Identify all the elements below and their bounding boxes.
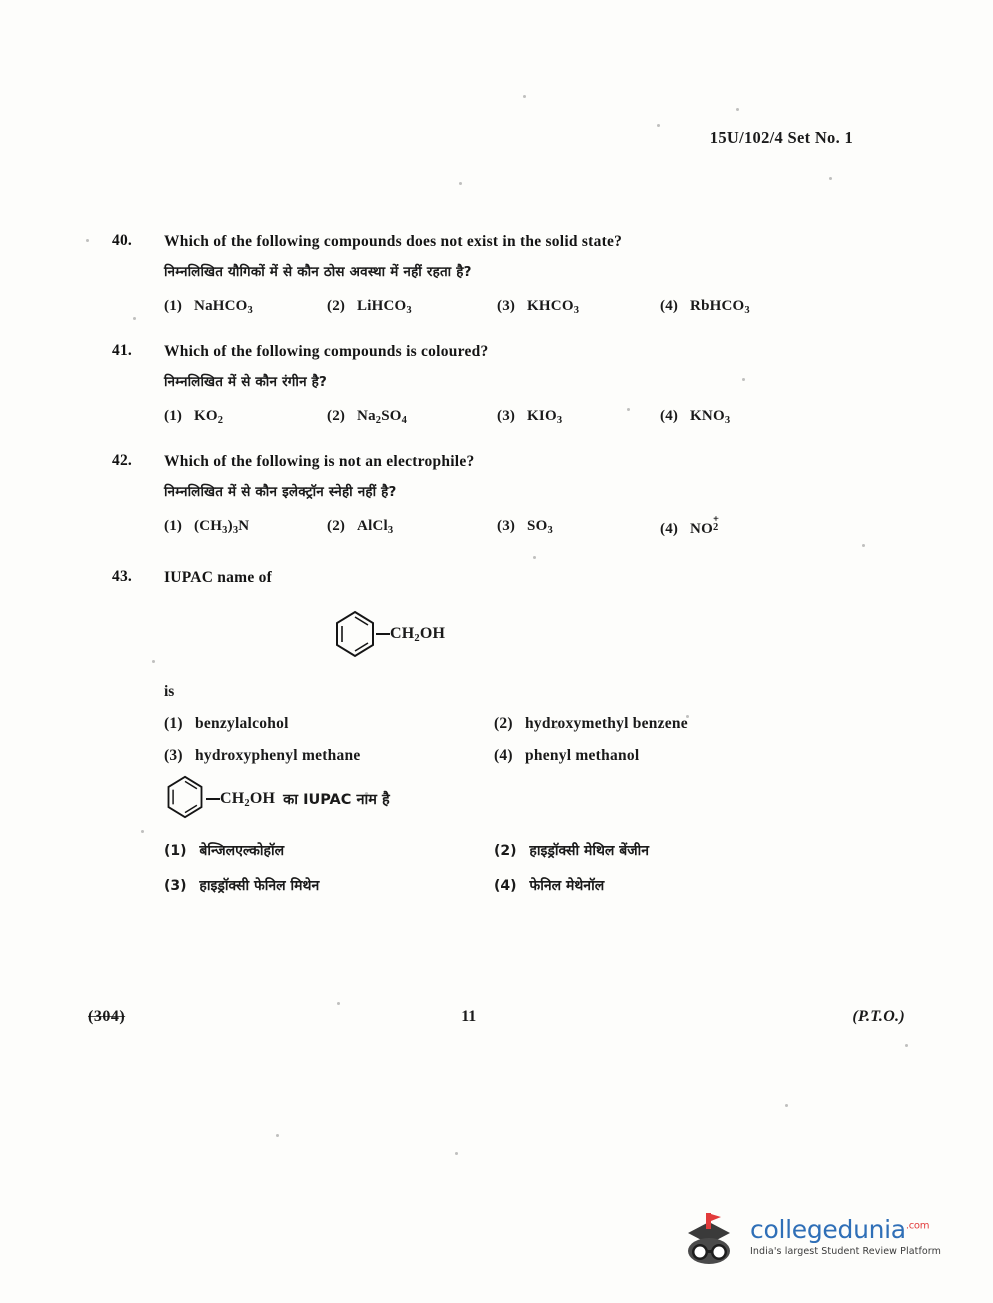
option-sub: 3 (744, 305, 750, 317)
option-formula: RbHCO (690, 298, 745, 315)
option-sub: 3 (222, 525, 228, 537)
option-label: (1) (164, 715, 183, 733)
bond-line (206, 798, 220, 800)
option-formula-mid: ) (227, 518, 233, 535)
option-1[interactable] (164, 715, 494, 733)
option-3-hi[interactable] (164, 876, 494, 895)
option-label: (2) (494, 843, 517, 860)
option-4[interactable] (494, 747, 639, 765)
chain-sub: 2 (414, 632, 420, 644)
question-number: 43. (112, 568, 132, 586)
option-label: (1) (164, 518, 183, 535)
option-2[interactable] (327, 408, 497, 426)
option-label: (2) (327, 408, 346, 425)
option-label: (3) (497, 298, 516, 315)
option-3[interactable] (497, 408, 660, 426)
option-label: (4) (660, 408, 679, 425)
option-1[interactable] (164, 518, 327, 538)
scan-speck (337, 1002, 340, 1005)
option-row-en-1 (164, 715, 872, 733)
option-4[interactable] (660, 513, 823, 538)
option-3[interactable] (164, 747, 494, 765)
option-text: phenyl methanol (524, 747, 640, 765)
option-text: हाइड्रॉक्सी मेथिल बेंजीन (529, 843, 650, 860)
exam-code-header: 15U/102/4 Set No. 1 (709, 128, 853, 147)
is-word: is (164, 683, 175, 701)
option-label: (1) (164, 298, 183, 315)
option-row (164, 298, 872, 316)
option-label: (4) (494, 747, 513, 765)
option-sub: 3 (556, 415, 563, 427)
option-label: (2) (327, 298, 346, 315)
option-3[interactable] (497, 518, 660, 538)
benzyl-alcohol-structure-hi (164, 773, 872, 825)
option-formula: LiHCO (357, 298, 407, 315)
question-43 (112, 568, 872, 895)
chain-tail: OH (249, 789, 276, 807)
option-label: (2) (327, 518, 346, 535)
page-number: 11 (461, 1008, 477, 1025)
option-label: (3) (164, 747, 183, 765)
option-formula-post: N (238, 518, 250, 535)
option-row (164, 513, 872, 538)
option-formula: (CH (194, 518, 223, 535)
option-sub: 3 (547, 525, 553, 537)
option-4[interactable] (660, 298, 823, 316)
option-text: benzylalcohol (194, 715, 289, 733)
collegedunia-watermark (678, 1207, 941, 1267)
option-formula: Na (357, 408, 376, 425)
watermark-tld: .com (905, 1221, 930, 1233)
scan-speck (785, 1104, 788, 1107)
collegedunia-logo-icon (678, 1207, 740, 1267)
option-formula: KO (194, 408, 218, 425)
option-text: फेनिल मेथेनॉल (529, 878, 605, 895)
question-40 (112, 232, 872, 316)
option-charge: + 2 (712, 513, 720, 534)
question-text-en: Which of the following compounds does not exist in the solid state? (164, 233, 623, 250)
option-label: (2) (494, 715, 513, 733)
question-list (112, 232, 872, 911)
option-label: (3) (497, 518, 516, 535)
option-formula: SO (527, 518, 548, 535)
option-row (164, 408, 872, 426)
option-label: (3) (164, 878, 187, 895)
option-sub: 2 (217, 415, 224, 427)
option-label: (1) (164, 408, 183, 425)
question-text-hi: निम्नलिखित में से कौन इलेक्ट्रॉन स्नेही नहीं है? (164, 484, 397, 501)
option-4-hi[interactable] (494, 876, 604, 895)
option-formula: NO (690, 521, 713, 538)
option-row-en-2 (164, 747, 872, 765)
question-41 (112, 342, 872, 426)
benzene-ring-icon (334, 610, 376, 658)
question-number: 41. (112, 342, 132, 360)
option-1[interactable] (164, 298, 327, 316)
chain-sub: 2 (244, 797, 250, 809)
question-number: 42. (112, 452, 132, 470)
question-text-hi: निम्नलिखित यौगिकों में से कौन ठोस अवस्था में नहीं रहता है? (164, 263, 472, 280)
option-text: हाइड्रॉक्सी फेनिल मिथेन (199, 878, 320, 895)
benzyl-alcohol-structure (334, 603, 872, 665)
chain-tail: OH (419, 624, 446, 642)
option-label: (4) (660, 298, 679, 315)
option-formula: KIO (527, 408, 557, 425)
scan-speck (523, 95, 526, 98)
option-sub-2: 3 (232, 525, 239, 537)
scan-speck (459, 182, 462, 185)
pto-label: (P.T.O.) (852, 1008, 905, 1025)
option-text: hydroxyphenyl methane (194, 747, 361, 765)
question-text-en: Which of the following is not an electrophile? (164, 453, 475, 471)
hindi-stem: का IUPAC नाम है (283, 792, 390, 809)
scan-speck (455, 1152, 458, 1155)
scan-speck (657, 124, 660, 127)
option-sub: 3 (247, 305, 253, 317)
option-text: hydroxymethyl benzene (524, 715, 688, 733)
option-2[interactable] (327, 298, 497, 316)
scan-speck (736, 108, 739, 111)
option-3[interactable] (497, 298, 660, 316)
question-number: 40. (112, 232, 132, 249)
option-label: (1) (164, 843, 187, 860)
option-formula-mid: SO (381, 408, 402, 425)
option-row-hi-2 (164, 876, 872, 895)
substituent-label: $CH_2OH$ (220, 789, 276, 809)
scan-speck (905, 1044, 908, 1047)
question-text-en: IUPAC name of (164, 569, 273, 587)
option-1[interactable] (164, 408, 327, 426)
option-sub: 3 (724, 415, 731, 427)
option-row-hi-1 (164, 841, 872, 860)
option-1-hi[interactable] (164, 841, 494, 860)
paper-code: (304) (88, 1008, 126, 1025)
option-2-hi[interactable] (494, 841, 649, 860)
option-sub-2: 4 (401, 415, 408, 427)
option-sub: 2 (375, 415, 382, 427)
option-sub: 3 (573, 305, 580, 317)
page-footer (88, 1008, 905, 1026)
watermark-tagline: India's largest Student Review Platform (750, 1245, 941, 1257)
option-sub: 3 (387, 525, 394, 537)
option-formula: KHCO (527, 298, 574, 315)
benzene-ring-icon (164, 775, 206, 823)
scan-speck (276, 1134, 279, 1137)
option-formula: NaHCO (194, 298, 248, 315)
option-label: (4) (494, 878, 517, 895)
option-formula: AlCl (357, 518, 388, 535)
option-formula: KNO (690, 408, 725, 425)
watermark-name: collegedunia (750, 1215, 906, 1245)
watermark-title (750, 1217, 941, 1243)
bond-line (376, 633, 390, 635)
option-2[interactable] (327, 518, 497, 538)
question-42 (112, 452, 872, 538)
scan-speck (829, 177, 832, 180)
substituent-label: $CH_2OH$ (390, 624, 446, 644)
option-text: बेन्जिलएल्कोहॉल (199, 843, 285, 860)
option-label: (4) (660, 521, 679, 538)
option-sub: 3 (406, 305, 412, 317)
question-text-hi: निम्नलिखित में से कौन रंगीन है? (164, 374, 328, 391)
scan-speck (86, 239, 89, 242)
watermark-text (750, 1217, 941, 1256)
option-4[interactable] (660, 408, 823, 426)
option-label: (3) (497, 408, 516, 425)
question-text-en: Which of the following compounds is coloured? (164, 343, 489, 361)
option-2[interactable] (494, 715, 688, 733)
